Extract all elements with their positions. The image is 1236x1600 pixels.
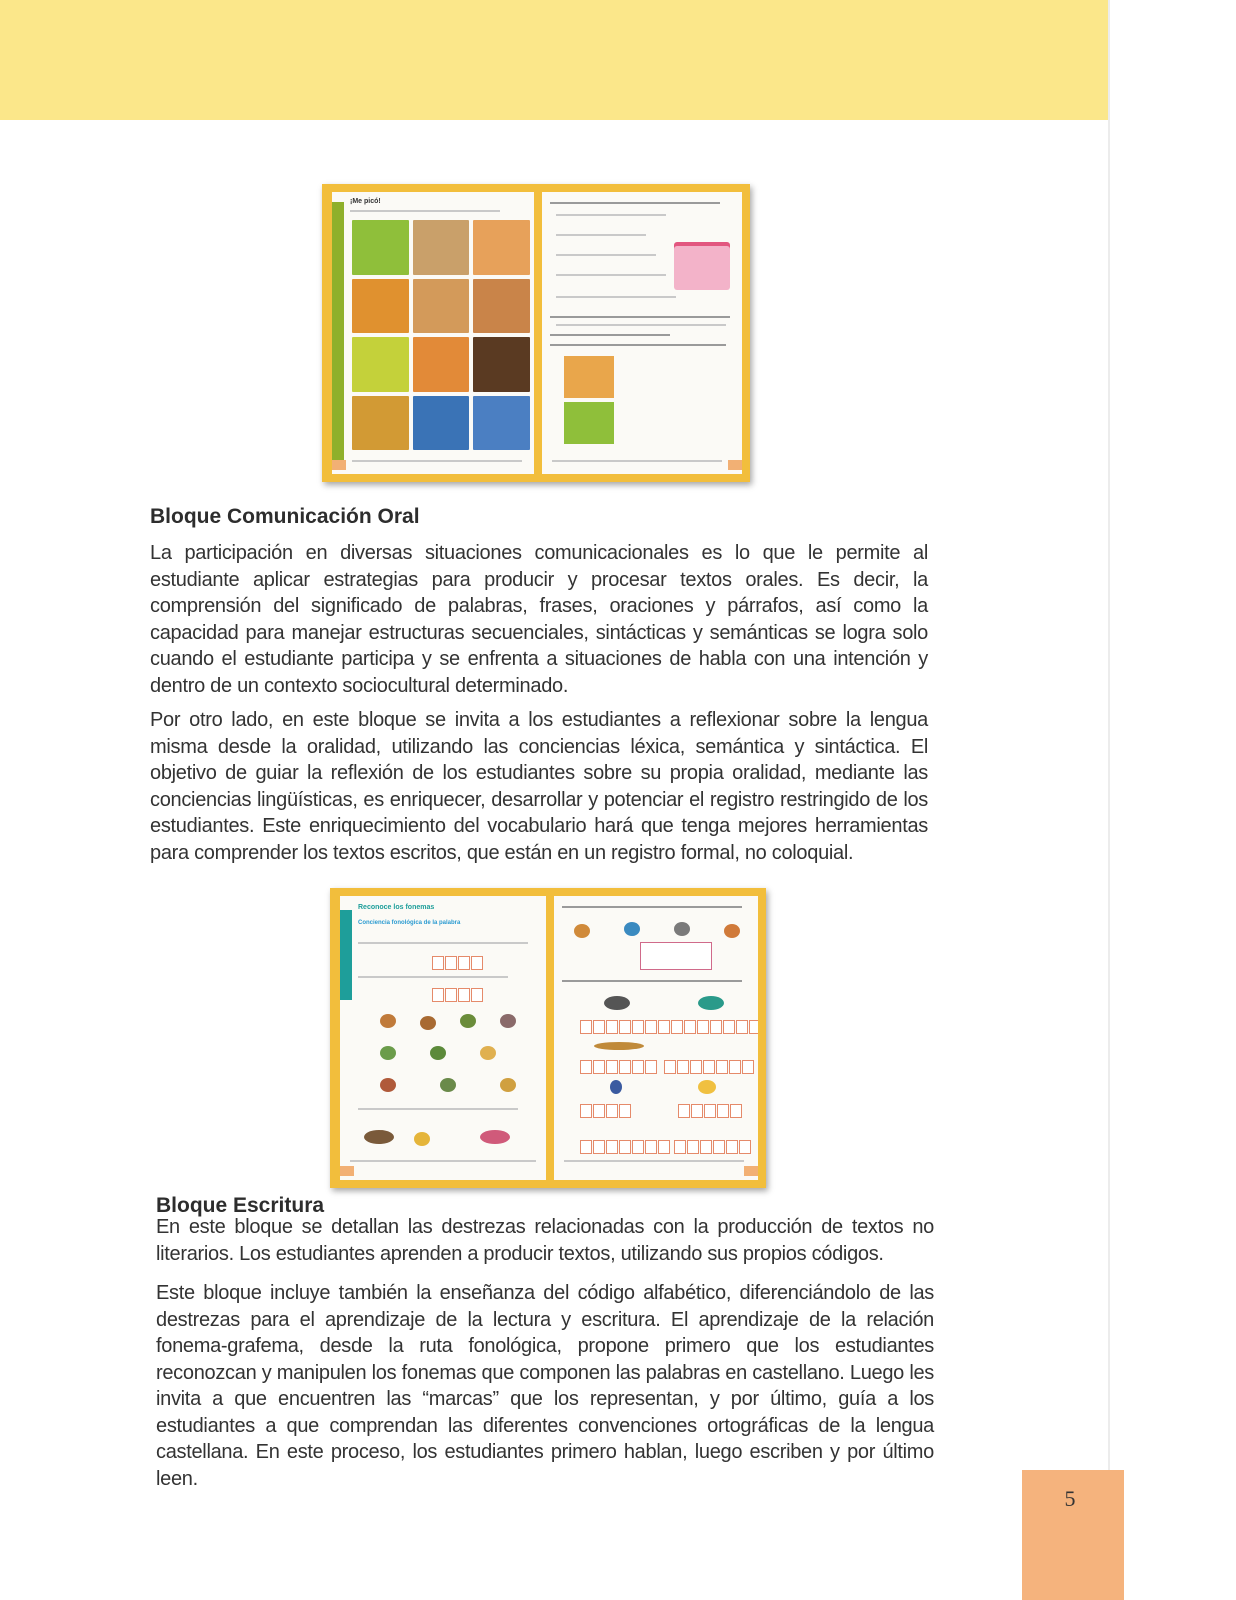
object-picture	[380, 1078, 396, 1092]
instruction-line	[358, 976, 508, 978]
paragraph-comunicacion-oral-1: La participación en diversas situaciones comunicacionales es lo que le permite al estudiante aplicar estrategias para producir y procesar textos orales. Es decir, la comprensión del significado de palabras, frases, oraciones y párrafos, así como la capacidad para manejar estructuras secuenciales, sintácticas y semánticas se logra solo cuando el estudiante participa y se enfrenta a situaciones de habla con una intención y dentro de un contexto sociocultural determinado.	[150, 542, 928, 697]
bicycle-picture	[698, 996, 724, 1010]
spider-web-picture	[473, 396, 530, 451]
spread-1-picture-grid	[352, 220, 530, 450]
question-line	[556, 274, 666, 276]
textbook-spread-image-2	[330, 888, 766, 1188]
letter-boxes	[580, 1140, 670, 1152]
tip-box	[674, 246, 730, 290]
letter-boxes	[580, 1020, 670, 1032]
spread-1-left-page	[332, 192, 534, 474]
letter-boxes	[580, 1060, 657, 1072]
face-picture	[413, 337, 470, 392]
spread-1-side-strip	[332, 202, 344, 464]
letter-boxes	[580, 1104, 631, 1116]
spider-picture	[413, 396, 470, 451]
spread-2-left-corner	[340, 1166, 354, 1176]
face-picture	[352, 337, 409, 392]
broom-picture	[594, 1042, 644, 1050]
boy-picture	[473, 337, 530, 392]
activity-line	[550, 334, 670, 336]
page-edge	[1108, 0, 1110, 1600]
letter-boxes	[664, 1060, 754, 1072]
spider-picture	[352, 220, 409, 275]
drawing-box	[640, 942, 712, 970]
spider-picture	[352, 396, 409, 451]
hand-picture	[564, 402, 614, 444]
object-picture	[480, 1046, 496, 1060]
spread-1-right-page	[542, 192, 742, 474]
object-picture	[460, 1014, 476, 1028]
face-picture	[413, 279, 470, 334]
paragraph-comunicacion-oral-2: Por otro lado, en este bloque se invita a los estudiantes a reflexionar sobre la lengua misma desde la oralidad, utilizando las conciencias léxica, semántica y sintáctica. El objetivo de guiar la reflexión de los estudiantes sobre su propia oralidad, mediante las conciencias lingüísticas, es enriquecer, desarrollar y potenciar el registro restringido de los estudiantes. Este enriquecimiento del vocabulario hará que tenga mejores herramientas para comprender los textos escritos, que están en un registro formal, no coloquial.	[150, 709, 928, 864]
spread-1-right-footer	[552, 460, 722, 462]
spread-2-left-footer	[350, 1160, 536, 1162]
spread-1-instruction-line	[350, 210, 500, 212]
cheese-picture	[698, 1080, 716, 1094]
object-picture	[574, 924, 590, 938]
spread-2-right-corner	[744, 1166, 758, 1176]
arm-picture	[473, 220, 530, 275]
top-color-band	[0, 0, 1108, 120]
spread-2-subtitle: Conciencia fonológica de la palabra	[358, 920, 461, 926]
object-picture	[440, 1078, 456, 1092]
object-picture	[380, 1046, 396, 1060]
spread-2-right-page	[554, 896, 758, 1180]
object-picture	[500, 1014, 516, 1028]
phoneme-boxes	[432, 988, 483, 1000]
activity-line	[550, 344, 726, 346]
object-picture	[380, 1014, 396, 1028]
spread-1-title: ¡Me picó!	[350, 198, 381, 205]
object-picture	[430, 1046, 446, 1060]
object-picture	[420, 1016, 436, 1030]
activity-line	[556, 324, 726, 326]
object-picture	[624, 922, 640, 936]
question-line	[556, 296, 676, 298]
spread-2-title: Reconoce los fonemas	[358, 904, 435, 911]
spread-2-left-page	[340, 896, 546, 1180]
letter-boxes	[674, 1140, 751, 1152]
textbook-spread-image-1	[322, 184, 750, 482]
hand-picture	[413, 220, 470, 275]
paragraph-escritura-2: Este bloque incluye también la enseñanza del código alfabético, diferenciándolo de las destrezas para el aprendizaje de la lectura y escritura. El aprendizaje de la relación fonema-grafema, desde la ruta fonológica, propone primero que los estudiantes reconozcan y manipulen los fonemas que componen las palabras en castellano. Luego les invita a que encuentren las “marcas” que los representan, y por último, guía a los estudiantes a que comprendan las diferentes convenciones ortográficas de la lengua castellana. En este proceso, los estudiantes primero hablan, luego escriben y por último leen.	[156, 1282, 934, 1490]
letter-boxes	[658, 1020, 758, 1032]
question-line	[556, 254, 656, 256]
face-picture	[352, 279, 409, 334]
question-line	[556, 234, 646, 236]
paragraph-escritura-1: En este bloque se detallan las destrezas relacionadas con la producción de textos no literarios. Los estudiantes aprenden a producir textos, utilizando sus propios códigos.	[156, 1216, 934, 1265]
question-line	[556, 214, 666, 216]
page-number: 5	[1064, 1486, 1076, 1511]
object-picture	[674, 922, 690, 936]
section-heading-escritura: Bloque Escritura	[156, 1194, 325, 1217]
spread-2-side-strip	[340, 910, 352, 1000]
spread-1-right-corner	[728, 460, 742, 470]
boy-face-picture	[564, 356, 614, 398]
section-heading-comunicacion-oral: Bloque Comunicación Oral	[150, 505, 420, 528]
object-picture	[500, 1078, 516, 1092]
person-picture	[610, 1080, 622, 1094]
face-picture	[473, 279, 530, 334]
instruction-line	[358, 942, 528, 944]
spread-1-left-corner	[332, 460, 346, 470]
object-picture	[480, 1130, 510, 1144]
spread-2-right-footer	[564, 1160, 744, 1162]
racket-picture	[604, 996, 630, 1010]
phoneme-boxes	[432, 956, 483, 968]
instruction-line	[562, 980, 742, 982]
instruction-line	[562, 906, 742, 908]
letter-boxes	[678, 1104, 742, 1116]
object-picture	[724, 924, 740, 938]
question-line	[550, 202, 720, 204]
object-picture	[414, 1132, 430, 1146]
activity-line	[550, 316, 730, 318]
instruction-line	[358, 1108, 518, 1110]
spread-1-footer-line	[352, 460, 522, 462]
object-picture	[364, 1130, 394, 1144]
